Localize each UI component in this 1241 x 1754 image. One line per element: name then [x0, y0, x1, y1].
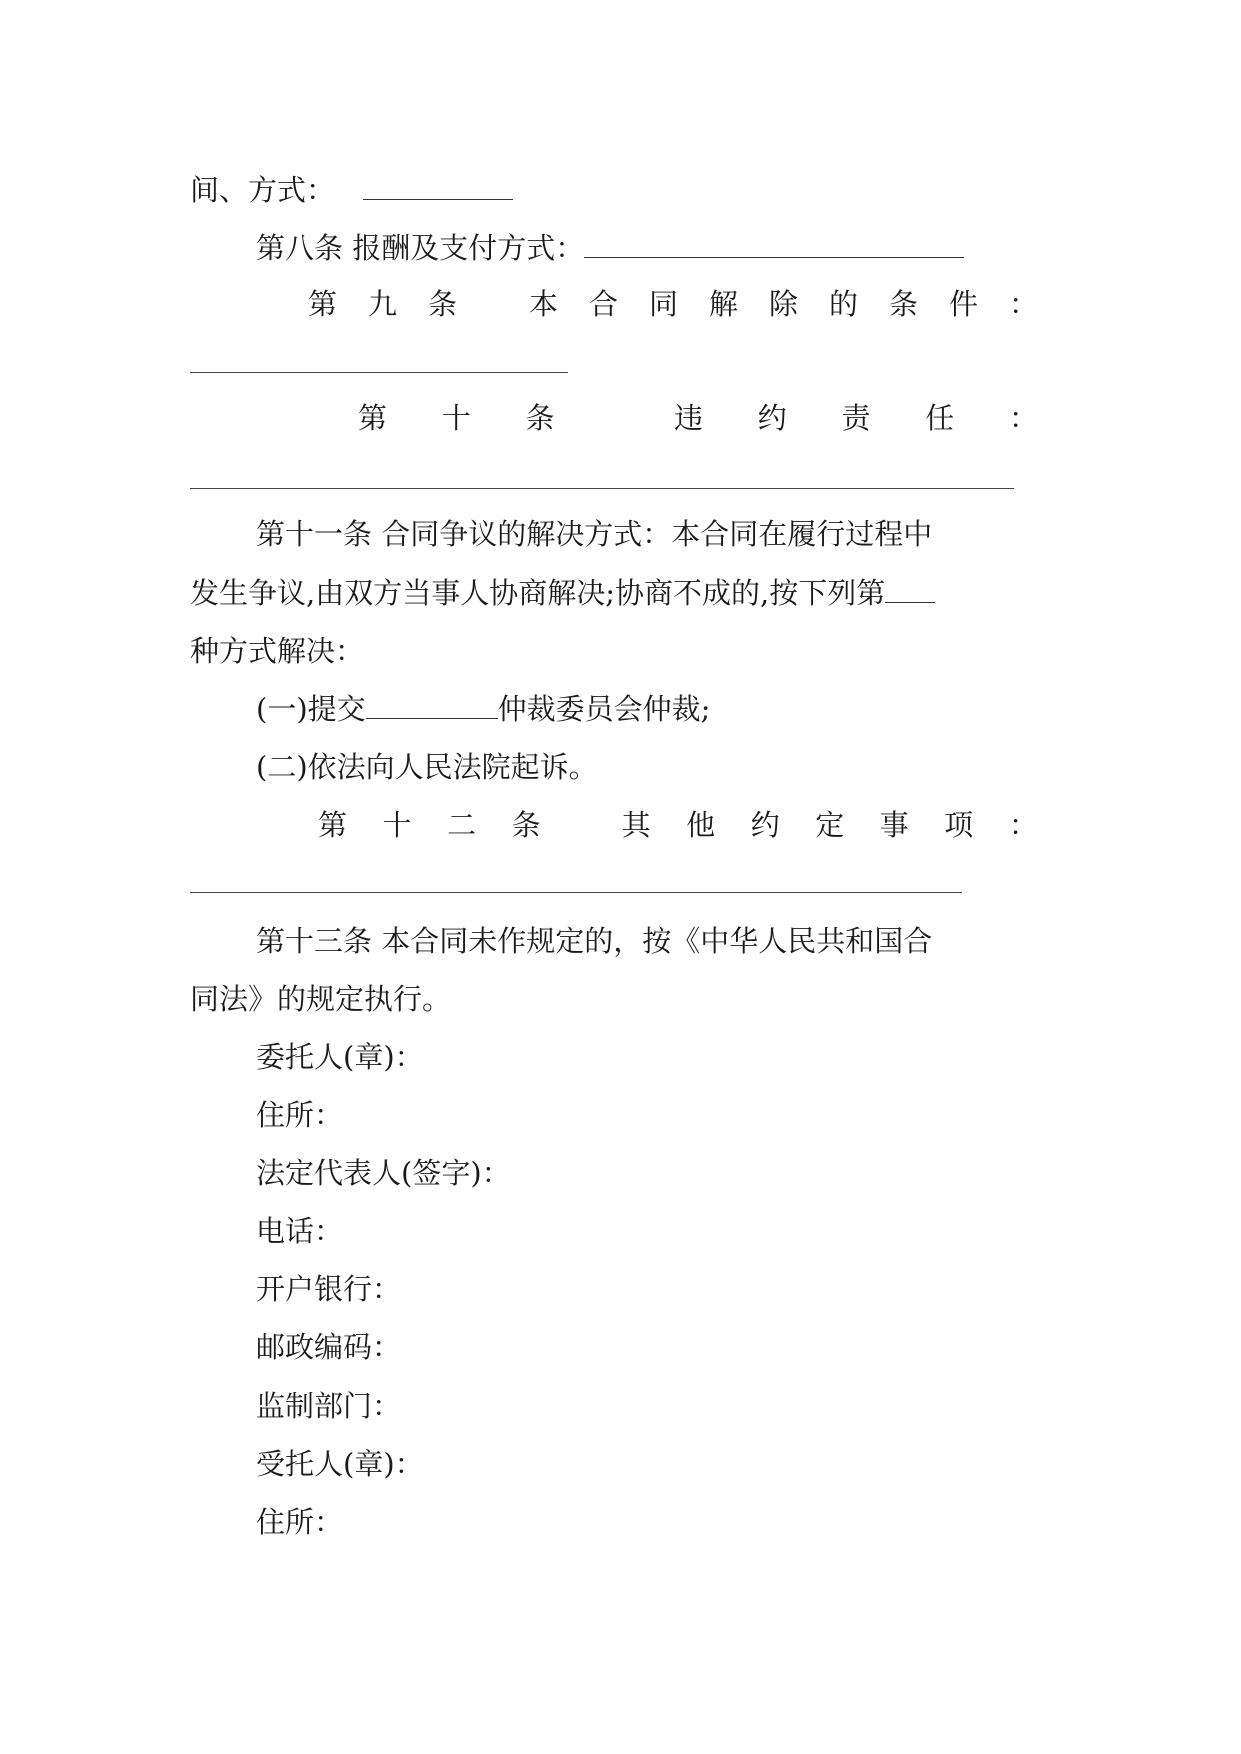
clause-8-text: 第八条 报酬及支付方式： [256, 231, 585, 265]
clause-9-char: 本 [528, 287, 558, 321]
bank: 开户银行： [256, 1272, 402, 1306]
clause-11-line-2 [190, 573, 935, 613]
clause-9-heading [308, 284, 1038, 324]
clause-12-gap [576, 805, 586, 845]
clause-11-line-1: 第十一条 合同争议的解决方式：本合同在履行过程中 [256, 517, 933, 551]
clause-10-char: 约 [757, 401, 787, 435]
clause-12-blank [190, 892, 962, 893]
clause-10-char: 条 [525, 401, 555, 435]
clause-10-char: 任 [925, 401, 955, 435]
supervising-department: 监制部门： [256, 1389, 402, 1423]
clause-12-char: 其 [621, 808, 651, 842]
clause-13-line-1: 第十三条 本合同未作规定的，按《中华人民共和国合 [256, 924, 933, 958]
clause-10-gap [609, 398, 619, 438]
clause-12-char: 十 [382, 808, 412, 842]
clause-9-char: 条 [888, 287, 918, 321]
clause-10-char: 违 [673, 401, 703, 435]
clause-11-option-2: (二)依法向人民法院起诉。 [256, 750, 598, 784]
clause-11-text: 发生争议,由双方当事人协商解决;协商不成的,按下列第 [190, 576, 886, 610]
clause-11-line-3: 种方式解决： [190, 634, 365, 668]
clause-11-option-1 [256, 689, 710, 729]
clause-9-blank [190, 372, 568, 373]
entrusting-party-seal: 委托人(章)： [256, 1040, 424, 1074]
clause-9-char: 九 [368, 287, 398, 321]
clause-9-gap [488, 284, 498, 324]
clause-12-char: 项 [944, 808, 974, 842]
clause-7-continuation [190, 170, 513, 210]
clause-12-char: 第 [318, 808, 348, 842]
clause-8-blank [584, 231, 964, 258]
clause-7-blank [363, 173, 513, 200]
clause-10-heading [358, 398, 1038, 438]
clause-8 [256, 228, 964, 268]
clause-13-line-2: 同法》的规定执行。 [190, 982, 452, 1016]
postcode: 邮政编码： [256, 1330, 402, 1364]
clause-12-heading [318, 805, 1038, 845]
option-1-suffix: 仲裁委员会仲裁; [497, 692, 711, 726]
entrusting-party-address: 住所： [256, 1098, 344, 1132]
legal-representative: 法定代表人(签字)： [256, 1156, 511, 1190]
entrusted-party-address: 住所： [256, 1505, 344, 1539]
clause-11-choice-blank [885, 576, 935, 603]
clause-10-char: 责 [841, 401, 871, 435]
clause-12-char: 定 [815, 808, 845, 842]
phone: 电话： [256, 1214, 344, 1248]
clause-9-char: ： [1008, 287, 1038, 321]
clause-10-char: 十 [441, 401, 471, 435]
option-1-prefix: (一)提交 [256, 692, 366, 726]
clause-9-char: 除 [768, 287, 798, 321]
entrusted-party-seal: 受托人(章)： [256, 1447, 424, 1481]
clause-9-char: 条 [428, 287, 458, 321]
clause-10-char: ： [1008, 401, 1038, 435]
clause-9-char: 件 [948, 287, 978, 321]
clause-12-char: 他 [686, 808, 716, 842]
clause-12-char: 事 [879, 808, 909, 842]
arbitration-commission-blank [366, 692, 498, 719]
clause-9-char: 第 [308, 287, 338, 321]
clause-9-char: 的 [828, 287, 858, 321]
clause-7-text: 间、方式： [190, 173, 336, 207]
clause-9-char: 同 [648, 287, 678, 321]
clause-9-char: 解 [708, 287, 738, 321]
clause-9-char: 合 [588, 287, 618, 321]
clause-12-char: ： [1008, 808, 1038, 842]
clause-10-blank [190, 488, 1014, 489]
clause-12-char: 二 [447, 808, 477, 842]
clause-12-char: 条 [511, 808, 541, 842]
clause-12-char: 约 [750, 808, 780, 842]
clause-10-char: 第 [358, 401, 388, 435]
